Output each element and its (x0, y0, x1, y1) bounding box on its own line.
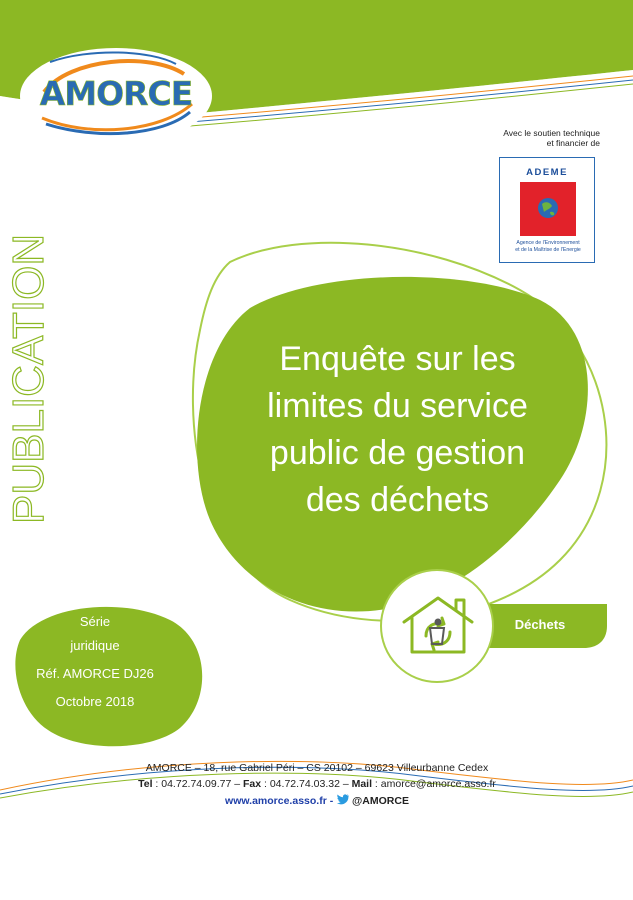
ademe-caption (502, 240, 594, 254)
publication-label: PUBLICATION (4, 233, 53, 524)
mail-value: : amorce@amorce.asso.fr (372, 778, 496, 790)
ademe-caption-line1: Agence de l'Environnement (516, 240, 580, 246)
tel-label: Tel (138, 778, 153, 790)
ademe-caption-line2: et de la Maîtrise de l'Energie (515, 247, 581, 253)
ademe-title: ADEME (526, 167, 568, 178)
amorce-logo (36, 74, 196, 113)
fax-label: Fax (243, 778, 262, 790)
category-label: Déchets (514, 617, 566, 632)
series-line2: juridique (70, 638, 120, 653)
ademe-red-square (520, 182, 576, 236)
footer-address: AMORCE – 18, rue Gabriel Péri – CS 20102 – 69623 Villeurbanne Cedex (145, 762, 489, 774)
globe-icon (520, 182, 576, 236)
title-line-1: Enquête sur les (279, 340, 516, 378)
document-title (230, 336, 565, 524)
title-line-4: des déchets (305, 481, 490, 519)
series-line1: Série (79, 614, 111, 629)
logo-text: AMORCE (39, 74, 193, 113)
title-line-2: limites du service (267, 387, 528, 425)
website-link[interactable]: www.amorce.asso.fr (225, 795, 327, 807)
mail-label: Mail (351, 778, 373, 790)
support-line2: et financier de (546, 138, 600, 148)
ademe-logo (499, 157, 595, 263)
footer-contacts (80, 778, 554, 790)
fax-value: : 04.72.74.03.32 – (261, 778, 352, 790)
footer-separator: - (326, 795, 337, 807)
support-line1: Avec le soutien technique (503, 128, 600, 138)
publication-date: Octobre 2018 (55, 694, 135, 709)
title-line-3: public de gestion (269, 434, 526, 472)
tel-value: : 04.72.74.09.77 – (152, 778, 243, 790)
house-recycle-icon (398, 592, 478, 660)
support-text (420, 128, 600, 148)
reference: Réf. AMORCE DJ26 (36, 666, 154, 681)
footer-web (80, 794, 554, 807)
twitter-handle[interactable]: @AMORCE (352, 795, 409, 807)
twitter-bird-icon (336, 794, 349, 805)
